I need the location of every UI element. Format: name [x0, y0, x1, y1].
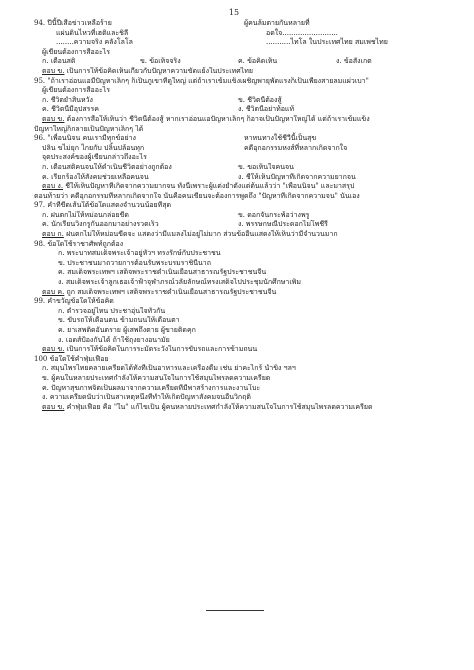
choice: ข. ขับรถให้เดือนตน ข้ามถนนให้เดือนตา: [58, 316, 180, 325]
poem-line: 94. ปีนี้ปีเสือข่าวเหลือร้าย ผู้คนล้มตายกันหลายที่: [34, 19, 310, 27]
choice: ค. เรียกร้องให้สังคมช่วยเหลือคนจน: [42, 172, 149, 181]
answer-label: ตอบ ข.: [42, 66, 65, 75]
choice-row: [34, 211, 434, 221]
choice: ง. เอดส์ป้องกันได้ ถ้าใช้ถุงยางอนามัย: [58, 335, 170, 344]
choice: ง. พรรษกษณีประดอกไม่โพชีรี: [238, 220, 328, 229]
choice: ง. ข้อสังเกต: [336, 57, 372, 66]
choice: ข. ประชาชนมาถวายการต้อนรับพระบรมราชินีนาถ: [58, 258, 211, 267]
answer-continued: ปัญหาใหญ่ก็กลายเป็นปัญหาเล็กๆ ได้: [34, 124, 144, 133]
question-prompt: 100 ข้อใดใช้คำฟุ่มเฟือย: [34, 354, 109, 363]
footer-divider: [206, 610, 264, 611]
answer-label: ตอบ ข.: [42, 345, 65, 354]
choice-row: [34, 96, 434, 106]
answer-label: ตอบ ก.: [42, 230, 64, 239]
choice: ค. ข้อคิดเห็น: [238, 57, 278, 66]
answer-label: ตอบ ค.: [42, 287, 65, 296]
choice: ข. ข้อเท็จจริง: [140, 57, 181, 66]
choice: ก. ตำรวจอยู่ไหน ประชาอุ่นใจทั่วกัน: [58, 306, 166, 315]
choice: ก. เตือนสติคนจนให้ดำเนินชีวิตอย่างถูกต้อง: [42, 162, 172, 171]
page-number: 15: [228, 8, 240, 17]
question-prompt: จุดประสงค์ของผู้เขียนกล่าวถึงอะไร: [42, 153, 147, 162]
question-99: [34, 297, 434, 355]
question-prompt: 97. คำที่ขีดเส้นใต้ข้อใดแสดงจำนวนน้อยที่สุด: [34, 201, 172, 210]
poem-line: 96. "เพื่อนนิจน คนเรามีทุกข์อย่าง หาหนทางใช้ชีวีนี้เป็นสุข: [34, 134, 317, 143]
choice: ง. ชี้ให้เห็นปัญหาที่เกิดจากความยากจน: [238, 172, 356, 181]
answer-continued: ตอนท้ายว่า คดีอุกอกรรมที่หลากเกิดจากใจ นั้นคือคนเขียนจะต้องการพูดถึง "ปัญหาที่เกิดจากความจน" นั่นเอง: [34, 191, 360, 200]
answer: ตอบ ค. ถูก สมเด็จพระเทพฯ เสด็จพระราชดำเนินเยือนสาธารณรัฐประชาชนจีน: [42, 287, 277, 296]
choice: ก. ฝนตกไม่ให้หม่อนกล่อยขีด: [42, 210, 129, 219]
answer-label: ตอบ ง.: [42, 182, 64, 191]
choice: ค. ยาเสพติดอันตราย ผู้เสพถึงตาย ผู้ขายติดคุก: [58, 326, 196, 334]
choice: ก. พระบาทสมเด็จพระเจ้าอยู่หัวฯ ทรงรักษ์กับประชาชน: [58, 249, 221, 258]
question-98: [34, 240, 434, 298]
answer: ตอบ ข. คำฟุ่มเฟือย คือ "ใน" แก้ไขเป็น ผู้คนหลายประเทศกำลังให้ความสนใจในการใช้สมุนไพรลดความเครียด: [42, 402, 373, 411]
choice: ก. เตือนสติ: [42, 57, 76, 66]
choice: ค. ปัญหาสุขภาพจิตเป็นผลมาจากความเครียดที่มีพาสร้างการและงานโบะ: [42, 383, 261, 392]
choice: ง. สมเด็จพระเจ้าลูกเธอเจ้าฟ้าจุฬาภรณ์วลัยลักษณ์ทรงเสด็จไปประชุมนักศึกษาเพิ่ม: [58, 278, 301, 287]
choice: ค. นักเรียนวิ่งกรูกันออกมาอย่างรวดเร็ว: [42, 220, 159, 229]
choice: ก. ชีวิตย่ำสิ้นหวัง: [42, 95, 93, 104]
choice: ข. ขอเห็นใจคนจน: [238, 162, 294, 171]
question-94: [34, 19, 434, 77]
choice-row: [34, 105, 434, 115]
question-100: [34, 355, 434, 413]
choice-row: [34, 163, 434, 173]
choice: ข. ดอกจันกระพ้อว่างพรู: [238, 210, 310, 219]
answer-label: ตอบ ข.: [42, 402, 65, 411]
answer: ตอบ ข. เป็นการให้ข้อคิดในการระมัดระวังในการขับรถและการข้ามถนน: [42, 345, 258, 354]
choice: ค. สมเด็จพระเทพฯ เสด็จพระราชดำเนินเยือนสาธารณรัฐประชาชนจีน: [58, 268, 267, 277]
answer: ตอบ ข. ต้องการสื่อให้เห็นว่า ชีวิตนี้ต้องสู้ หากเราอ่อนแอปัญหาเล็กๆ ก็อาจเป็นปัญหาใหญ่ได้ แต่ถ้าเราเข้มแข็ง: [42, 114, 370, 123]
choice: ข. ชีวิตนี้ต้องสู้: [238, 95, 282, 104]
poem-line: แผ่นดินไหวที่เฮติและชิลี อดใจ.........................: [56, 28, 338, 37]
choice: ข. ผู้คนในหลายประเทศกำลังให้ความสนใจในการใช้สมุนไพรลดความเครียด: [42, 373, 271, 382]
question-prompt: ผู้เขียนต้องการสื่ออะไร: [42, 47, 110, 56]
poem-line: ........ความจริง คลังโลโล ...........ไทโล ในประเทศไทย สมเพชไทย: [56, 38, 388, 47]
choice: ง. ความเครียดนับว่าเป็นสาเหตุหนึ่งที่ทำให้เกิดปัญหาสังคมจนอื่นวิกฤติ: [42, 393, 251, 402]
question-prompt: 98. ข้อใดใช้ราชาศัพท์ถูกต้อง: [34, 239, 124, 248]
choice-row: [34, 173, 434, 183]
question-96: [34, 134, 434, 201]
poem-line: ปลิน ขไม่ยุก ไกยกับ ปลิ้นปล้อนทุก คดีอุกอกรรมหงส์ที่หลากเกิดจากใจ: [42, 143, 348, 152]
choice: ง. ชีวิตนี้อย่าท้อแท้: [238, 105, 295, 114]
question-prompt: 99. คำขวัญข้อใดให้ข้อคิด: [34, 297, 114, 306]
question-95: [34, 77, 434, 135]
choice: ค. ชีวิตนี้มีอุปสรรค: [42, 105, 99, 114]
choice-row: [34, 220, 434, 230]
answer: ตอบ ก. ฝนตกไม่ให้หม่อนขีดจะ แสดงว่ามีแมลงไม่อยู่ไม่มาก ส่วนข้ออื่นแสดงให้เห็นว่ามีจำนวนมาก: [42, 230, 338, 239]
answer: ตอบ ง. ชี้ให้เห็นปัญหาที่เกิดจากความยากจน ทั้งนี้เพราะผู้แต่งย้ำตั้งแต่ต้นแล้วว่า "เพื่อนนิจน" และมาสรุป: [42, 182, 355, 191]
choice-row: [34, 57, 434, 67]
question-prompt: 95. "ถ้าเราอ่อนแอมีปัญหาเล็กๆ ก็เป็นภูเขาที่ดูใหญ่ แต่ถ้าเราเข้มแข็งเผชิญพายุพัดแรงก็เป็นเพียงสายลมแผ่วเบา": [34, 76, 369, 85]
answer-label: ตอบ ข.: [42, 114, 65, 123]
question-prompt: ผู้เขียนต้องการสื่ออะไร: [42, 86, 110, 95]
choice: ก. สมุนไพรไทยคลายเครียดได้ทั้งที่เป็นอาหารและเครื่องดื่ม เช่น ย่าคะไกร้ น้ำขิง ฯลฯ: [42, 364, 296, 373]
question-97: [34, 201, 434, 239]
answer: ตอบ ข. เป็นการให้ข้อคิดเห็นเกี่ยวกับปัญหาความขัดแย้งในประเทศไทย: [42, 66, 253, 75]
